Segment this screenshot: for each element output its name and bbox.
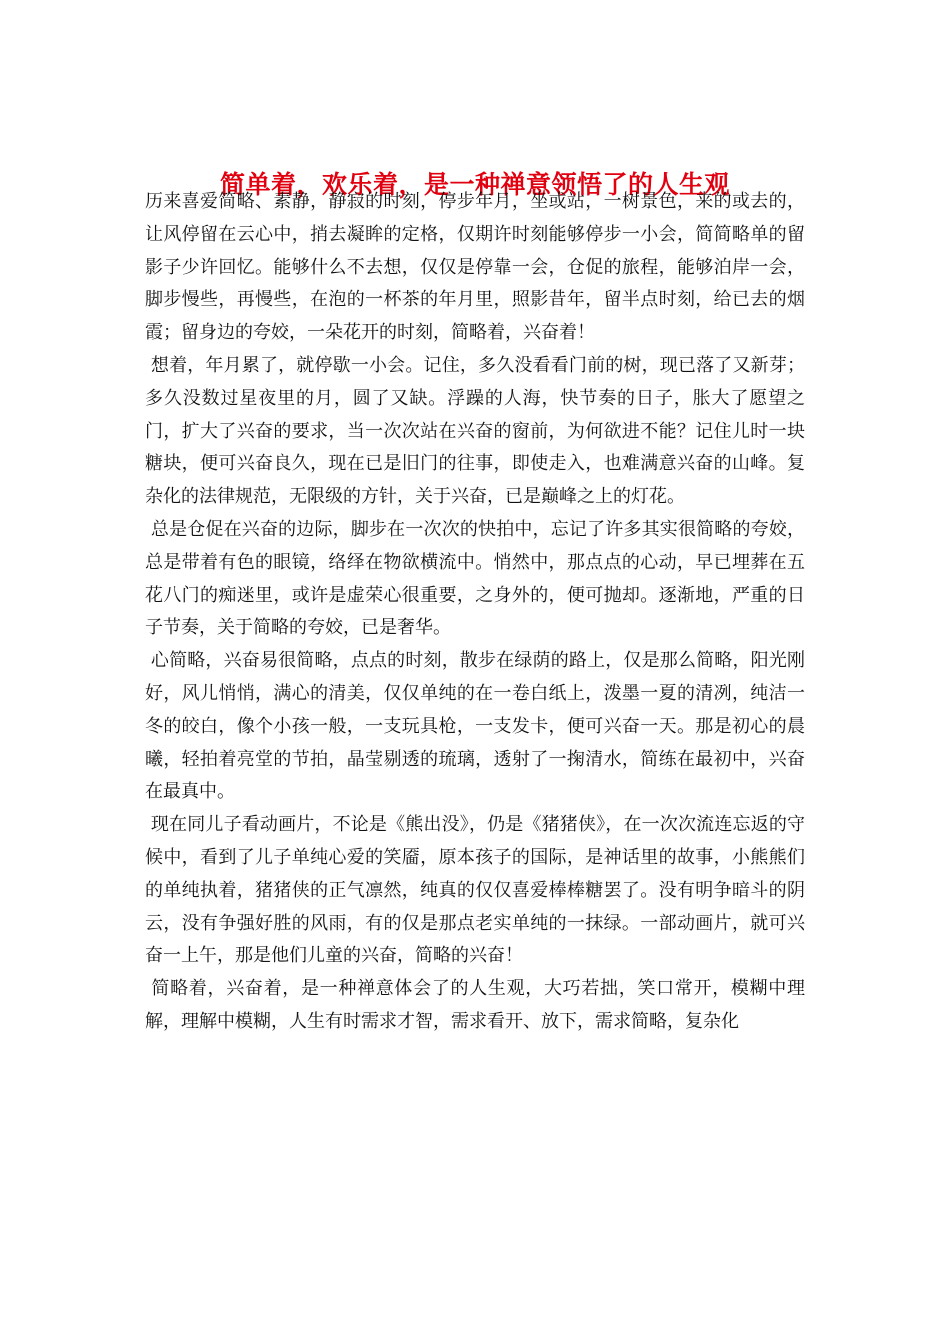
paragraph-2: 想着，年月累了，就停歇一小会。记住，多久没看看门前的树，现已落了又新芽；多久没数过星夜里的月，圆了又缺。浮躁的人海，快节奏的日子，胀大了愿望之门，扩大了兴奋的要求，当一次次站在兴奋的窗前，为何欲进不能？记住儿时一块糖块，便可兴奋良久，现在已是旧门的往事，即使走入，也难满意兴奋的山峰。复杂化的法律规范，无限级的方针，关于兴奋，已是巅峰之上的灯花。 bbox=[145, 354, 805, 508]
paragraph-4: 心简略，兴奋易很简略，点点的时刻，散步在绿荫的路上，仅是那么简略，阳光刚好，风儿悄悄，满心的清美，仅仅单纯的在一卷白纸上，泼墨一夏的清冽，纯洁一冬的皎白，像个小孩一般，一支玩具枪，一支发卡，便可兴奋一天。那是初心的晨曦，轻拍着亮堂的节拍，晶莹剔透的琉璃，透射了一掬清水，简练在最初中，兴奋在最真中。 bbox=[145, 650, 805, 803]
paragraph-5: 现在同儿子看动画片，不论是《熊出没》，仍是《猪猪侠》，在一次次流连忘返的守候中，看到了儿子单纯心爱的笑靥，原本孩子的国际，是神话里的故事，小熊熊们的单纯执着，猪猪侠的正气凛然，纯真的仅仅喜爱棒棒糖罢了。没有明争暗斗的阴云，没有争强好胜的风雨，有的仅是那点老实单纯的一抹绿。一部动画片，就可兴奋一上午，那是他们儿童的兴奋，简略的兴奋！ bbox=[145, 814, 805, 967]
document-body bbox=[145, 186, 805, 1039]
document-title: 简单着，欢乐着，是一种禅意领悟了的人生观 bbox=[219, 169, 730, 199]
paragraph-1: 历来喜爱简略、素静，静寂的时刻，停步年月，坐或站，一树景色，来的或去的，让风停留在云心中，捎去凝眸的定格，仅期许时刻能够停步一小会，简简略单的留影子少许回忆。能够什么不去想，仅仅是停靠一会，仓促的旅程，能够泊岸一会，脚步慢些，再慢些，在泡的一杯茶的年月里，照影昔年，留半点时刻，给已去的烟霞；留身边的夸姣，一朵花开的时刻，简略着，兴奋着！ bbox=[145, 191, 805, 344]
paragraph-6: 简略着，兴奋着，是一种禅意体会了的人生观，大巧若拙，笑口常开，模糊中理解，理解中模糊，人生有时需求才智，需求看开、放下，需求简略，复杂化 bbox=[145, 978, 805, 1032]
paragraph-3: 总是仓促在兴奋的边际，脚步在一次次的快拍中，忘记了许多其实很简略的夸姣，总是带着有色的眼镜，络绎在物欲横流中。悄然中，那点点的心动，早已埋葬在五花八门的痴迷里，或许是虚荣心很重要，之身外的，便可抛却。逐渐地，严重的日子节奏，关于简略的夸姣，已是奢华。 bbox=[145, 518, 805, 639]
